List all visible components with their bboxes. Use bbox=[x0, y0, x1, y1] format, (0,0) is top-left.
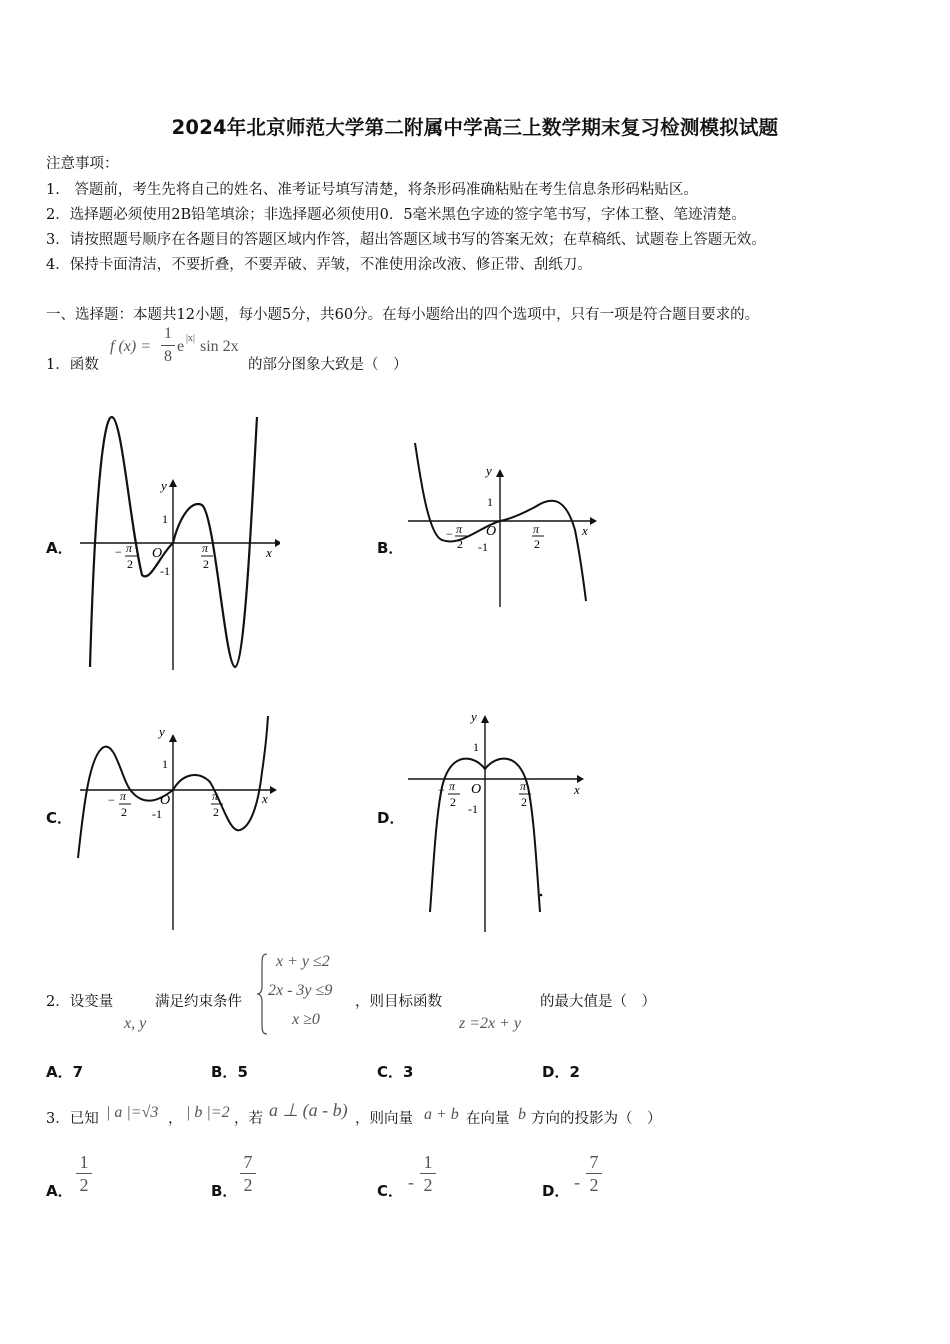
tick-two: 2 bbox=[127, 557, 133, 571]
q3-option-c-label[interactable]: C． bbox=[377, 1182, 404, 1200]
fraction-numerator: 7 bbox=[589, 1152, 599, 1172]
tick-two: 2 bbox=[121, 805, 127, 819]
q3-option-b-label[interactable]: B． bbox=[211, 1182, 238, 1200]
tick-pi: π bbox=[456, 522, 463, 536]
tick-two: 2 bbox=[521, 795, 527, 809]
tick-two: 2 bbox=[203, 557, 209, 571]
q2-vars: x, y bbox=[124, 1015, 147, 1032]
notice-heading: 注意事项： bbox=[46, 156, 119, 172]
q2-option-b[interactable] bbox=[211, 1061, 248, 1082]
q2-after-brace: ，则目标函数 bbox=[355, 994, 442, 1010]
q3-mid2: 在向量 bbox=[466, 1111, 510, 1127]
q1-formula-e: e bbox=[177, 338, 185, 355]
x-axis-arrow-icon bbox=[275, 539, 280, 547]
y-axis-arrow-icon bbox=[169, 734, 177, 742]
tick-pi: π bbox=[120, 789, 127, 803]
q2-prefix: 2．设变量 bbox=[46, 994, 114, 1010]
q3-option-d-label[interactable]: D． bbox=[542, 1182, 570, 1200]
tick-pi: π bbox=[202, 541, 209, 555]
q3-sum: a + b bbox=[424, 1106, 459, 1123]
tick-minus-sign: − bbox=[115, 545, 122, 559]
tick-pi: π bbox=[449, 779, 456, 793]
option-value: 2 bbox=[569, 1063, 580, 1081]
x-axis-arrow-icon bbox=[270, 786, 277, 794]
tick-label-neg-1: -1 bbox=[160, 564, 170, 578]
x-axis-label: x bbox=[266, 545, 272, 560]
tick-two: 2 bbox=[457, 537, 463, 551]
stray-dot bbox=[540, 894, 543, 897]
q2-option-a[interactable] bbox=[46, 1061, 83, 1082]
tick-minus-sign: − bbox=[108, 793, 115, 807]
tick-minus-sign: − bbox=[438, 783, 445, 797]
q3-option-d-fraction[interactable] bbox=[586, 1152, 602, 1195]
notice-item: 3．请按照题号顺序在各题目的答题区域内作答，超出答题区域书写的答案无效；在草稿纸、试题卷上答题无效。 bbox=[46, 232, 766, 248]
q3-option-d-sign: - bbox=[574, 1172, 580, 1192]
tick-label-1: 1 bbox=[162, 757, 168, 771]
notice-item: 1. 答题前，考生先将自己的姓名、准考证号填写清楚，将条形码准确粘贴在考生信息条形码粘贴区。 bbox=[46, 182, 698, 198]
tick-label-neg-1: -1 bbox=[468, 802, 478, 816]
q1-option-a-label[interactable]: A． bbox=[46, 539, 73, 557]
x-axis-arrow-icon bbox=[590, 517, 597, 525]
q3-prefix: 3．已知 bbox=[46, 1111, 99, 1127]
tick-label-1: 1 bbox=[473, 740, 479, 754]
fraction-denominator: 8 bbox=[164, 348, 172, 365]
q2-constraint-2: 2x - 3y ≤9 bbox=[268, 982, 333, 999]
q2-mid: 满足约束条件 bbox=[155, 994, 242, 1010]
q3-comma: ， bbox=[168, 1111, 183, 1127]
option-letter: B． bbox=[211, 1063, 238, 1081]
tick-two: 2 bbox=[534, 537, 540, 551]
tick-label-neg-1: -1 bbox=[478, 540, 488, 554]
fraction-numerator: 7 bbox=[243, 1152, 253, 1172]
q1-graph-b bbox=[400, 435, 610, 610]
q1-formula-fraction bbox=[161, 324, 175, 367]
option-letter: C． bbox=[377, 1063, 404, 1081]
q3-option-c-fraction[interactable] bbox=[420, 1152, 436, 1195]
q2-option-d[interactable] bbox=[542, 1061, 580, 1082]
q3-option-b-fraction[interactable] bbox=[240, 1152, 256, 1195]
q1-graph-a bbox=[70, 405, 280, 675]
fraction-numerator: 1 bbox=[164, 325, 172, 342]
q1-formula-exponent: |x| bbox=[186, 333, 196, 344]
y-axis-label: y bbox=[486, 463, 492, 478]
q3-option-a-label[interactable]: A． bbox=[46, 1182, 73, 1200]
notice-item: 2．选择题必须使用2B铅笔填涂；非选择题必须使用0．5毫米黑色字迹的签字笔书写，字体工整、笔迹清楚。 bbox=[46, 207, 747, 223]
x-axis-label: x bbox=[582, 523, 588, 538]
origin-label: O bbox=[471, 782, 482, 797]
x-axis-label: x bbox=[574, 782, 580, 797]
q1-formula-lhs: f (x) = bbox=[110, 338, 151, 355]
y-axis-label: y bbox=[161, 478, 167, 493]
q3-option-a-fraction[interactable] bbox=[76, 1152, 92, 1195]
tick-pi: π bbox=[126, 541, 133, 555]
y-axis-arrow-icon bbox=[481, 715, 489, 723]
fraction-denominator: 2 bbox=[243, 1175, 253, 1195]
q1-formula-rest: sin 2x bbox=[200, 338, 239, 355]
y-axis-arrow-icon bbox=[169, 479, 177, 487]
x-axis-label: x bbox=[262, 791, 268, 806]
page-title: 2024年北京师范大学第二附属中学高三上数学期末复习检测模拟试题 bbox=[171, 116, 779, 139]
q2-suffix: 的最大值是（ ） bbox=[540, 994, 656, 1010]
option-letter: D． bbox=[542, 1063, 570, 1081]
option-value: 3 bbox=[403, 1063, 414, 1081]
y-axis-label: y bbox=[471, 709, 477, 724]
tick-label-neg-1: -1 bbox=[152, 807, 162, 821]
fraction-numerator: 1 bbox=[79, 1152, 89, 1172]
q2-constraint-3: x ≥0 bbox=[292, 1011, 320, 1028]
tick-minus-sign: − bbox=[446, 527, 453, 541]
tick-label-1: 1 bbox=[487, 495, 493, 509]
origin-label: O bbox=[152, 546, 163, 561]
option-value: 5 bbox=[237, 1063, 248, 1081]
fraction-denominator: 2 bbox=[423, 1175, 433, 1195]
q3-suffix: 方向的投影为（ ） bbox=[531, 1111, 662, 1127]
q2-objective: z =2x + y bbox=[459, 1015, 522, 1032]
y-axis-label: y bbox=[159, 724, 165, 739]
q3-cond-b: | b |=2 bbox=[186, 1104, 230, 1121]
tick-label-1: 1 bbox=[162, 512, 168, 526]
tick-pi: π bbox=[520, 779, 527, 793]
section-heading: 一、选择题：本题共12小题，每小题5分，共60分。在每小题给出的四个选项中，只有一项是符合题目要求的。 bbox=[46, 307, 760, 323]
q1-option-c-label[interactable]: C． bbox=[46, 809, 73, 827]
q1-suffix: 的部分图象大致是（ ） bbox=[248, 357, 408, 373]
fraction-denominator: 2 bbox=[79, 1175, 89, 1195]
fraction-denominator: 2 bbox=[589, 1175, 599, 1195]
q1-graph-d bbox=[400, 707, 610, 935]
q3-mid: ，则向量 bbox=[355, 1111, 413, 1127]
q3-vec-b: b bbox=[518, 1106, 526, 1123]
q1-prefix: 1．函数 bbox=[46, 357, 99, 373]
tick-two: 2 bbox=[450, 795, 456, 809]
option-letter: A． bbox=[46, 1063, 73, 1081]
q3-perp: a ⊥ (a - b) bbox=[269, 1100, 348, 1120]
y-axis-arrow-icon bbox=[496, 469, 504, 477]
q1-option-b-label[interactable]: B． bbox=[377, 539, 404, 557]
option-value: 7 bbox=[72, 1063, 84, 1081]
notice-item: 4．保持卡面清洁，不要折叠，不要弄破、弄皱，不准使用涂改液、修正带、刮纸刀。 bbox=[46, 257, 592, 273]
q1-option-d-label[interactable]: D． bbox=[377, 809, 405, 827]
origin-label: O bbox=[486, 524, 497, 539]
q3-cond-a: | a |=√3 bbox=[106, 1104, 159, 1121]
q3-ruo: ，若 bbox=[234, 1111, 263, 1127]
q3-option-c-sign: - bbox=[408, 1172, 414, 1192]
tick-two: 2 bbox=[213, 805, 219, 819]
q1-graph-c bbox=[70, 712, 280, 934]
fraction-numerator: 1 bbox=[423, 1152, 433, 1172]
tick-pi: π bbox=[212, 789, 219, 803]
q2-constraint-1: x + y ≤2 bbox=[276, 953, 330, 970]
q2-option-c[interactable] bbox=[377, 1061, 413, 1082]
origin-label: O bbox=[160, 793, 171, 808]
tick-pi: π bbox=[533, 522, 540, 536]
